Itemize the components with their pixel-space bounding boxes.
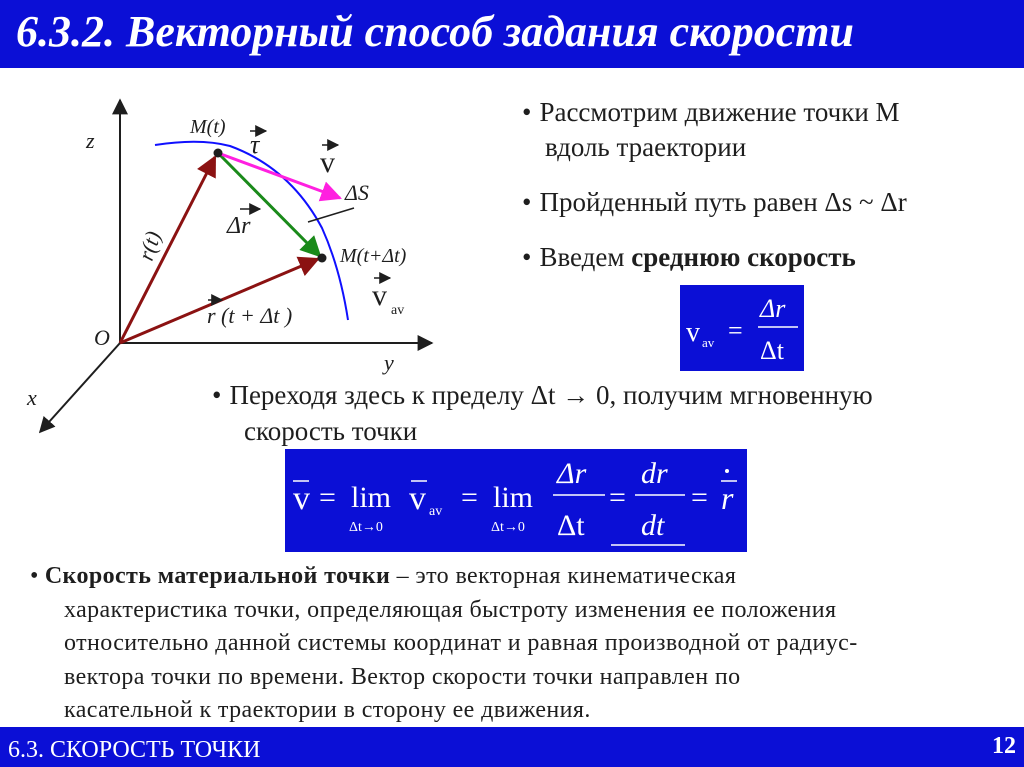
svg-text:Δr: Δr (557, 457, 587, 490)
svg-text:av: av (429, 504, 443, 519)
instant-velocity-formula (285, 449, 747, 552)
vav-label: v (372, 279, 387, 312)
definition-bold-term: Скорость материальной точки (44, 563, 391, 589)
bullet-average-velocity: • Введем среднюю скорость (522, 242, 856, 272)
svg-text:=: = (319, 481, 336, 514)
point-m2 (318, 254, 327, 263)
slide-title: 6.3.2. Векторный способ задания скорости (16, 7, 854, 56)
svg-text:Δt: Δt (760, 336, 784, 365)
point-m (214, 149, 223, 158)
tau-label: τ (250, 130, 260, 159)
point-m2-label: M(t+Δt) (340, 245, 407, 267)
ds-label: ΔS (345, 180, 369, 205)
svg-text:r: r (721, 480, 734, 516)
header-bar (0, 0, 1024, 68)
svg-text:Δt→0: Δt→0 (491, 520, 525, 535)
rt-label: r(t) (132, 227, 166, 264)
bullet-limit: • Переходя здесь к пределу Δt → 0, получим мгновенную (212, 380, 873, 410)
svg-text:lim: lim (351, 481, 392, 514)
dr-label: Δr (227, 213, 251, 239)
svg-text:av: av (702, 335, 715, 350)
svg-text:lim: lim (493, 481, 534, 514)
axis-z-label: z (86, 128, 95, 153)
bullet-motion: • Рассмотрим движение точки M (522, 97, 900, 127)
svg-text:=: = (609, 481, 626, 514)
svg-text:dt: dt (641, 509, 665, 542)
svg-text:dr: dr (641, 457, 668, 490)
svg-text:v: v (293, 480, 310, 517)
svg-text:=: = (691, 481, 708, 514)
rtdt-label: r (t + Δt ) (207, 303, 293, 328)
svg-text:=: = (728, 316, 743, 345)
radius-vector-rtdt (120, 259, 318, 343)
v-label: v (320, 146, 335, 179)
x-axis (40, 343, 120, 432)
axis-x-label: x (27, 385, 37, 410)
page-number: 12 (992, 733, 1016, 759)
svg-text:Δr: Δr (760, 294, 786, 323)
delta-r-vector (218, 153, 320, 256)
bullet-motion-cont: вдоль траектории (545, 132, 747, 162)
axis-y-label: y (384, 350, 394, 375)
bullet-path: • Пройденный путь равен Δs ~ Δr (522, 187, 907, 217)
svg-text:=: = (461, 481, 478, 514)
section-title: 6.3. СКОРОСТЬ ТОЧКИ (8, 737, 261, 763)
average-velocity-formula (680, 285, 804, 371)
vav-subscript: av (391, 303, 405, 318)
svg-text:v: v (409, 480, 426, 517)
svg-text:Δt→0: Δt→0 (349, 520, 383, 535)
origin-label: O (94, 325, 110, 350)
footer-bar (0, 727, 1024, 767)
bullet-limit-cont: скорость точки (244, 416, 418, 446)
point-m-label: M(t) (190, 116, 226, 138)
velocity-definition: • Скорость материальной точки – это векторная кинематическая характеристика точки, определяющая быстроту изменения ее положения относительно данной системы координат и равная производной от радиус- вектора точки по времени. Вектор скорости точки направлен по касательной к траектории в сторону ее движения. (30, 563, 858, 723)
svg-text:v: v (686, 317, 700, 348)
svg-text:Δt: Δt (557, 509, 585, 542)
